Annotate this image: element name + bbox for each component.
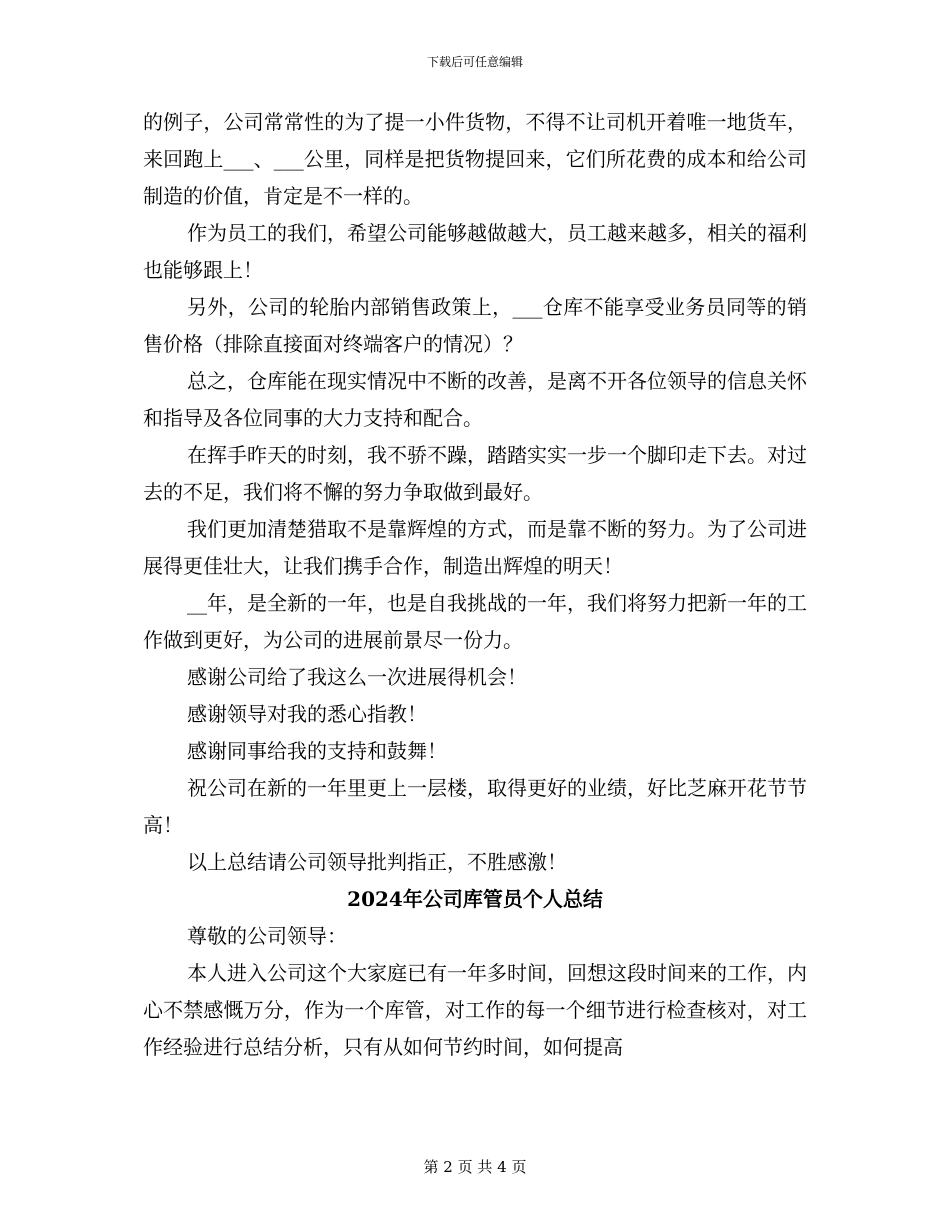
paragraph: 本人进入公司这个大家庭已有一年多时间，回想这段时间来的工作，内心不禁感慨万分，作为一个库管，对工作的每一个细节进行检查核对，对工作经验进行总结分析，只有从如何节约时间，如何提高 xyxy=(143,961,807,1059)
page-header: 下载后可任意编辑 xyxy=(426,55,523,69)
paragraph: 感谢同事给我的支持和鼓舞！ xyxy=(187,739,447,763)
paragraph: 总之，仓库能在现实情况中不断的改善，是离不开各位领导的信息关怀和指导及各位同事的大力支持和配合。 xyxy=(143,369,807,430)
paragraph: 另外，公司的轮胎内部销售政策上，___仓库不能享受业务员同等的销售价格（排除直接面对终端客户的情况）？ xyxy=(143,295,807,356)
paragraph: 在挥手昨天的时刻，我不骄不躁，踏踏实实一步一个脚印走下去。对过去的不足，我们将不懈的努力争取做到最好。 xyxy=(143,443,807,504)
paragraph: 祝公司在新的一年里更上一层楼，取得更好的业绩，好比芝麻开花节节高！ xyxy=(143,776,807,837)
paragraph: 的例子，公司常常性的为了提一小件货物，不得不让司机开着唯一地货车，来回跑上___、___公里，同样是把货物提回来，它们所花费的成本和给公司制造的价值，肯定是不一样的。 xyxy=(143,110,807,208)
paragraph: 作为员工的我们，希望公司能够越做越大，员工越来越多，相关的福利也能够跟上！ xyxy=(143,221,807,282)
paragraph: __年，是全新的一年，也是自我挑战的一年，我们将努力把新一年的工作做到更好，为公司的进展前景尽一份力。 xyxy=(143,591,807,652)
paragraph: 我们更加清楚猎取不是靠辉煌的方式，而是靠不断的努力。为了公司进展得更佳壮大，让我们携手合作，制造出辉煌的明天！ xyxy=(143,517,807,578)
page-number: 第 2 页 共 4 页 xyxy=(423,1158,527,1176)
document-title: 2024年公司库管员个人总结 xyxy=(347,887,603,911)
paragraph: 以上总结请公司领导批判指正，不胜感激！ xyxy=(187,850,567,874)
salutation: 尊敬的公司领导： xyxy=(187,924,347,948)
paragraph: 感谢领导对我的悉心指教！ xyxy=(187,702,427,726)
paragraph: 感谢公司给了我这么一次进展得机会！ xyxy=(187,665,527,689)
document-body xyxy=(143,104,807,1066)
